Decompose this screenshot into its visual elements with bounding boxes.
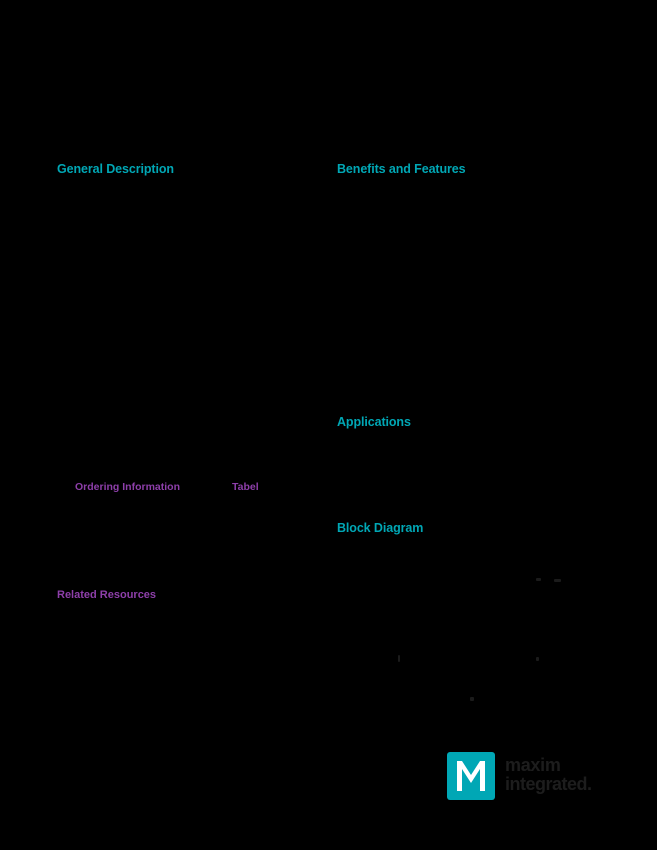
maxim-integrated-logo (447, 752, 607, 808)
related-resources-label: Related Resources (57, 589, 157, 601)
logo-line-2: integrated. (505, 774, 592, 794)
section-heading-block-diagram: Block Diagram (337, 521, 424, 535)
ordering-information-label: Ordering Information (75, 481, 180, 493)
block-diagram-mark (398, 655, 400, 662)
ordering-information-link[interactable]: Tabel (232, 481, 259, 493)
logo-line-1: maxim (505, 755, 561, 775)
logo-wordmark (505, 756, 592, 794)
maxim-mark-icon (447, 752, 495, 800)
section-heading-applications: Applications (337, 415, 411, 429)
block-diagram-mark (536, 578, 541, 581)
block-diagram-mark (554, 579, 561, 582)
block-diagram-mark (470, 697, 474, 701)
section-heading-benefits-and-features: Benefits and Features (337, 162, 466, 176)
section-heading-general-description: General Description (57, 162, 174, 176)
ordering-information-line (75, 481, 259, 493)
block-diagram-mark (536, 657, 539, 661)
